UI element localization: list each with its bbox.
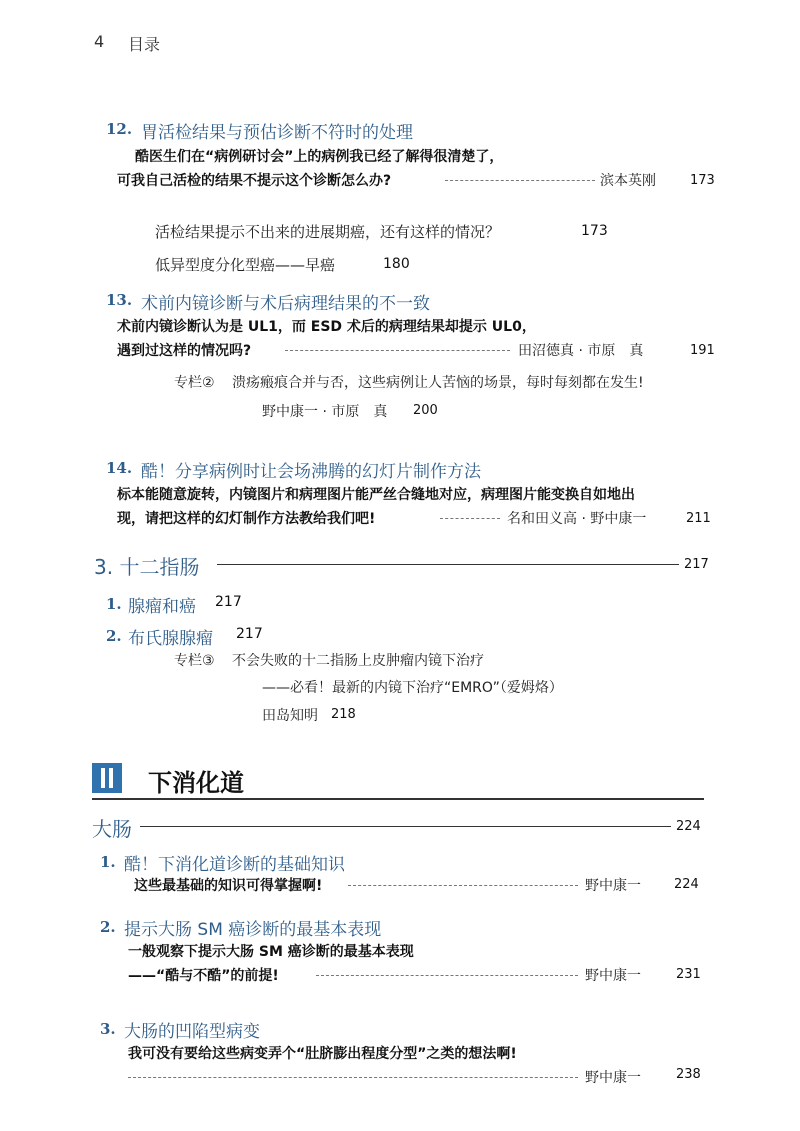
part-roman-numeral-icon xyxy=(92,763,122,793)
large-2-author: 野中康一 xyxy=(585,968,641,984)
section-3-heading: 3. 十二指肠 xyxy=(94,555,200,579)
duo-2-page: 217 xyxy=(236,626,263,642)
item-12-subtitle-line2: 可我自己活检的结果不提示这个诊断怎么办? xyxy=(117,173,392,189)
duo-1-number: 1. xyxy=(106,595,122,613)
leader-dots xyxy=(348,885,578,886)
leader-dots xyxy=(128,1077,578,1078)
item-12-number: 12. xyxy=(106,120,133,138)
column-2-page: 200 xyxy=(413,403,438,418)
large-3-title: 大肠的凹陷型病变 xyxy=(124,1022,260,1042)
item-13-subtitle-line2: 遇到过这样的情况吗? xyxy=(117,343,252,359)
leader-dots xyxy=(445,180,595,181)
large-1-page: 224 xyxy=(674,877,699,892)
section-rule xyxy=(140,826,671,827)
large-2-subtitle-line2: ——“酷与不酷”的前提! xyxy=(128,968,279,984)
item-12-entry-2: 低异型度分化型癌——早癌 xyxy=(155,256,336,274)
part-2-title: 下消化道 xyxy=(148,769,244,797)
large-2-title: 提示大肠 SM 癌诊断的最基本表现 xyxy=(124,920,382,940)
column-3-label: 专栏③ xyxy=(174,653,215,669)
item-12-entry-2-page: 180 xyxy=(383,256,410,272)
leader-dots xyxy=(285,350,510,351)
large-1-title: 酷！下消化道诊断的基础知识 xyxy=(124,855,345,875)
running-header-title: 目录 xyxy=(128,35,161,54)
column-2-text: 溃疡瘢痕合并与否，这些病例让人苦恼的场景，每时每刻都在发生! xyxy=(232,375,644,391)
item-14-page: 211 xyxy=(686,511,711,526)
large-intestine-page: 224 xyxy=(676,819,701,834)
item-13-author: 田沼德真 · 市原 真 xyxy=(518,343,644,359)
large-1-author: 野中康一 xyxy=(585,878,641,894)
large-2-number: 2. xyxy=(100,918,116,936)
large-1-number: 1. xyxy=(100,853,116,871)
large-intestine-heading: 大肠 xyxy=(92,817,132,841)
column-3-page: 218 xyxy=(331,707,356,722)
leader-dots xyxy=(440,518,500,519)
item-12-page: 173 xyxy=(690,173,715,188)
column-3-author: 田岛知明 xyxy=(262,708,318,724)
large-1-subtitle: 这些最基础的知识可得掌握啊! xyxy=(134,878,323,894)
item-13-title: 术前内镜诊断与术后病理结果的不一致 xyxy=(141,294,430,314)
duo-1-page: 217 xyxy=(215,594,242,610)
section-3-page: 217 xyxy=(684,557,709,572)
column-3-text-line2: ——必看！最新的内镜下治疗“EMRO”（爱姆烙） xyxy=(262,680,563,696)
duo-2-number: 2. xyxy=(106,627,122,645)
item-12-subtitle-line1: 酷医生们在“病例研讨会”上的病例我已经了解得很清楚了， xyxy=(135,149,504,165)
item-12-title: 胃活检结果与预估诊断不符时的处理 xyxy=(141,123,413,143)
section-rule xyxy=(217,564,679,565)
item-14-title: 酷！分享病例时让会场沸腾的幻灯片制作方法 xyxy=(141,462,481,482)
duo-1-title: 腺瘤和癌 xyxy=(128,597,196,617)
item-14-subtitle-line2: 现，请把这样的幻灯制作方法教给我们吧! xyxy=(117,511,376,527)
item-13-subtitle-line1: 术前内镜诊断认为是 UL1，而 ESD 术后的病理结果却提示 UL0， xyxy=(117,319,536,335)
large-3-number: 3. xyxy=(100,1020,116,1038)
leader-dots xyxy=(316,975,578,976)
part-2-underline xyxy=(92,798,704,800)
item-14-author: 名和田义高 · 野中康一 xyxy=(507,511,647,527)
large-3-author: 野中康一 xyxy=(585,1070,641,1086)
large-2-subtitle-line1: 一般观察下提示大肠 SM 癌诊断的最基本表现 xyxy=(128,944,414,960)
item-13-number: 13. xyxy=(106,291,133,309)
item-12-entry-1: 活检结果提示不出来的进展期癌，还有这样的情况？ xyxy=(155,223,501,241)
large-2-page: 231 xyxy=(676,967,701,982)
large-3-page: 238 xyxy=(676,1067,701,1082)
item-13-page: 191 xyxy=(690,343,715,358)
item-12-author: 滨本英刚 xyxy=(600,173,656,189)
item-14-number: 14. xyxy=(106,459,133,477)
duo-2-title: 布氏腺腺瘤 xyxy=(128,629,213,649)
column-2-label: 专栏② xyxy=(174,375,215,391)
item-12-entry-1-page: 173 xyxy=(581,223,608,239)
item-14-subtitle-line1: 标本能随意旋转，内镜图片和病理图片能严丝合缝地对应，病理图片能变换自如地出 xyxy=(117,487,635,503)
column-3-text-line1: 不会失败的十二指肠上皮肿瘤内镜下治疗 xyxy=(232,653,484,669)
large-3-subtitle: 我可没有要给这些病变弄个“肚脐膨出程度分型”之类的想法啊! xyxy=(128,1046,517,1062)
column-2-author: 野中康一 · 市原 真 xyxy=(262,404,388,420)
page-number: 4 xyxy=(94,32,105,51)
